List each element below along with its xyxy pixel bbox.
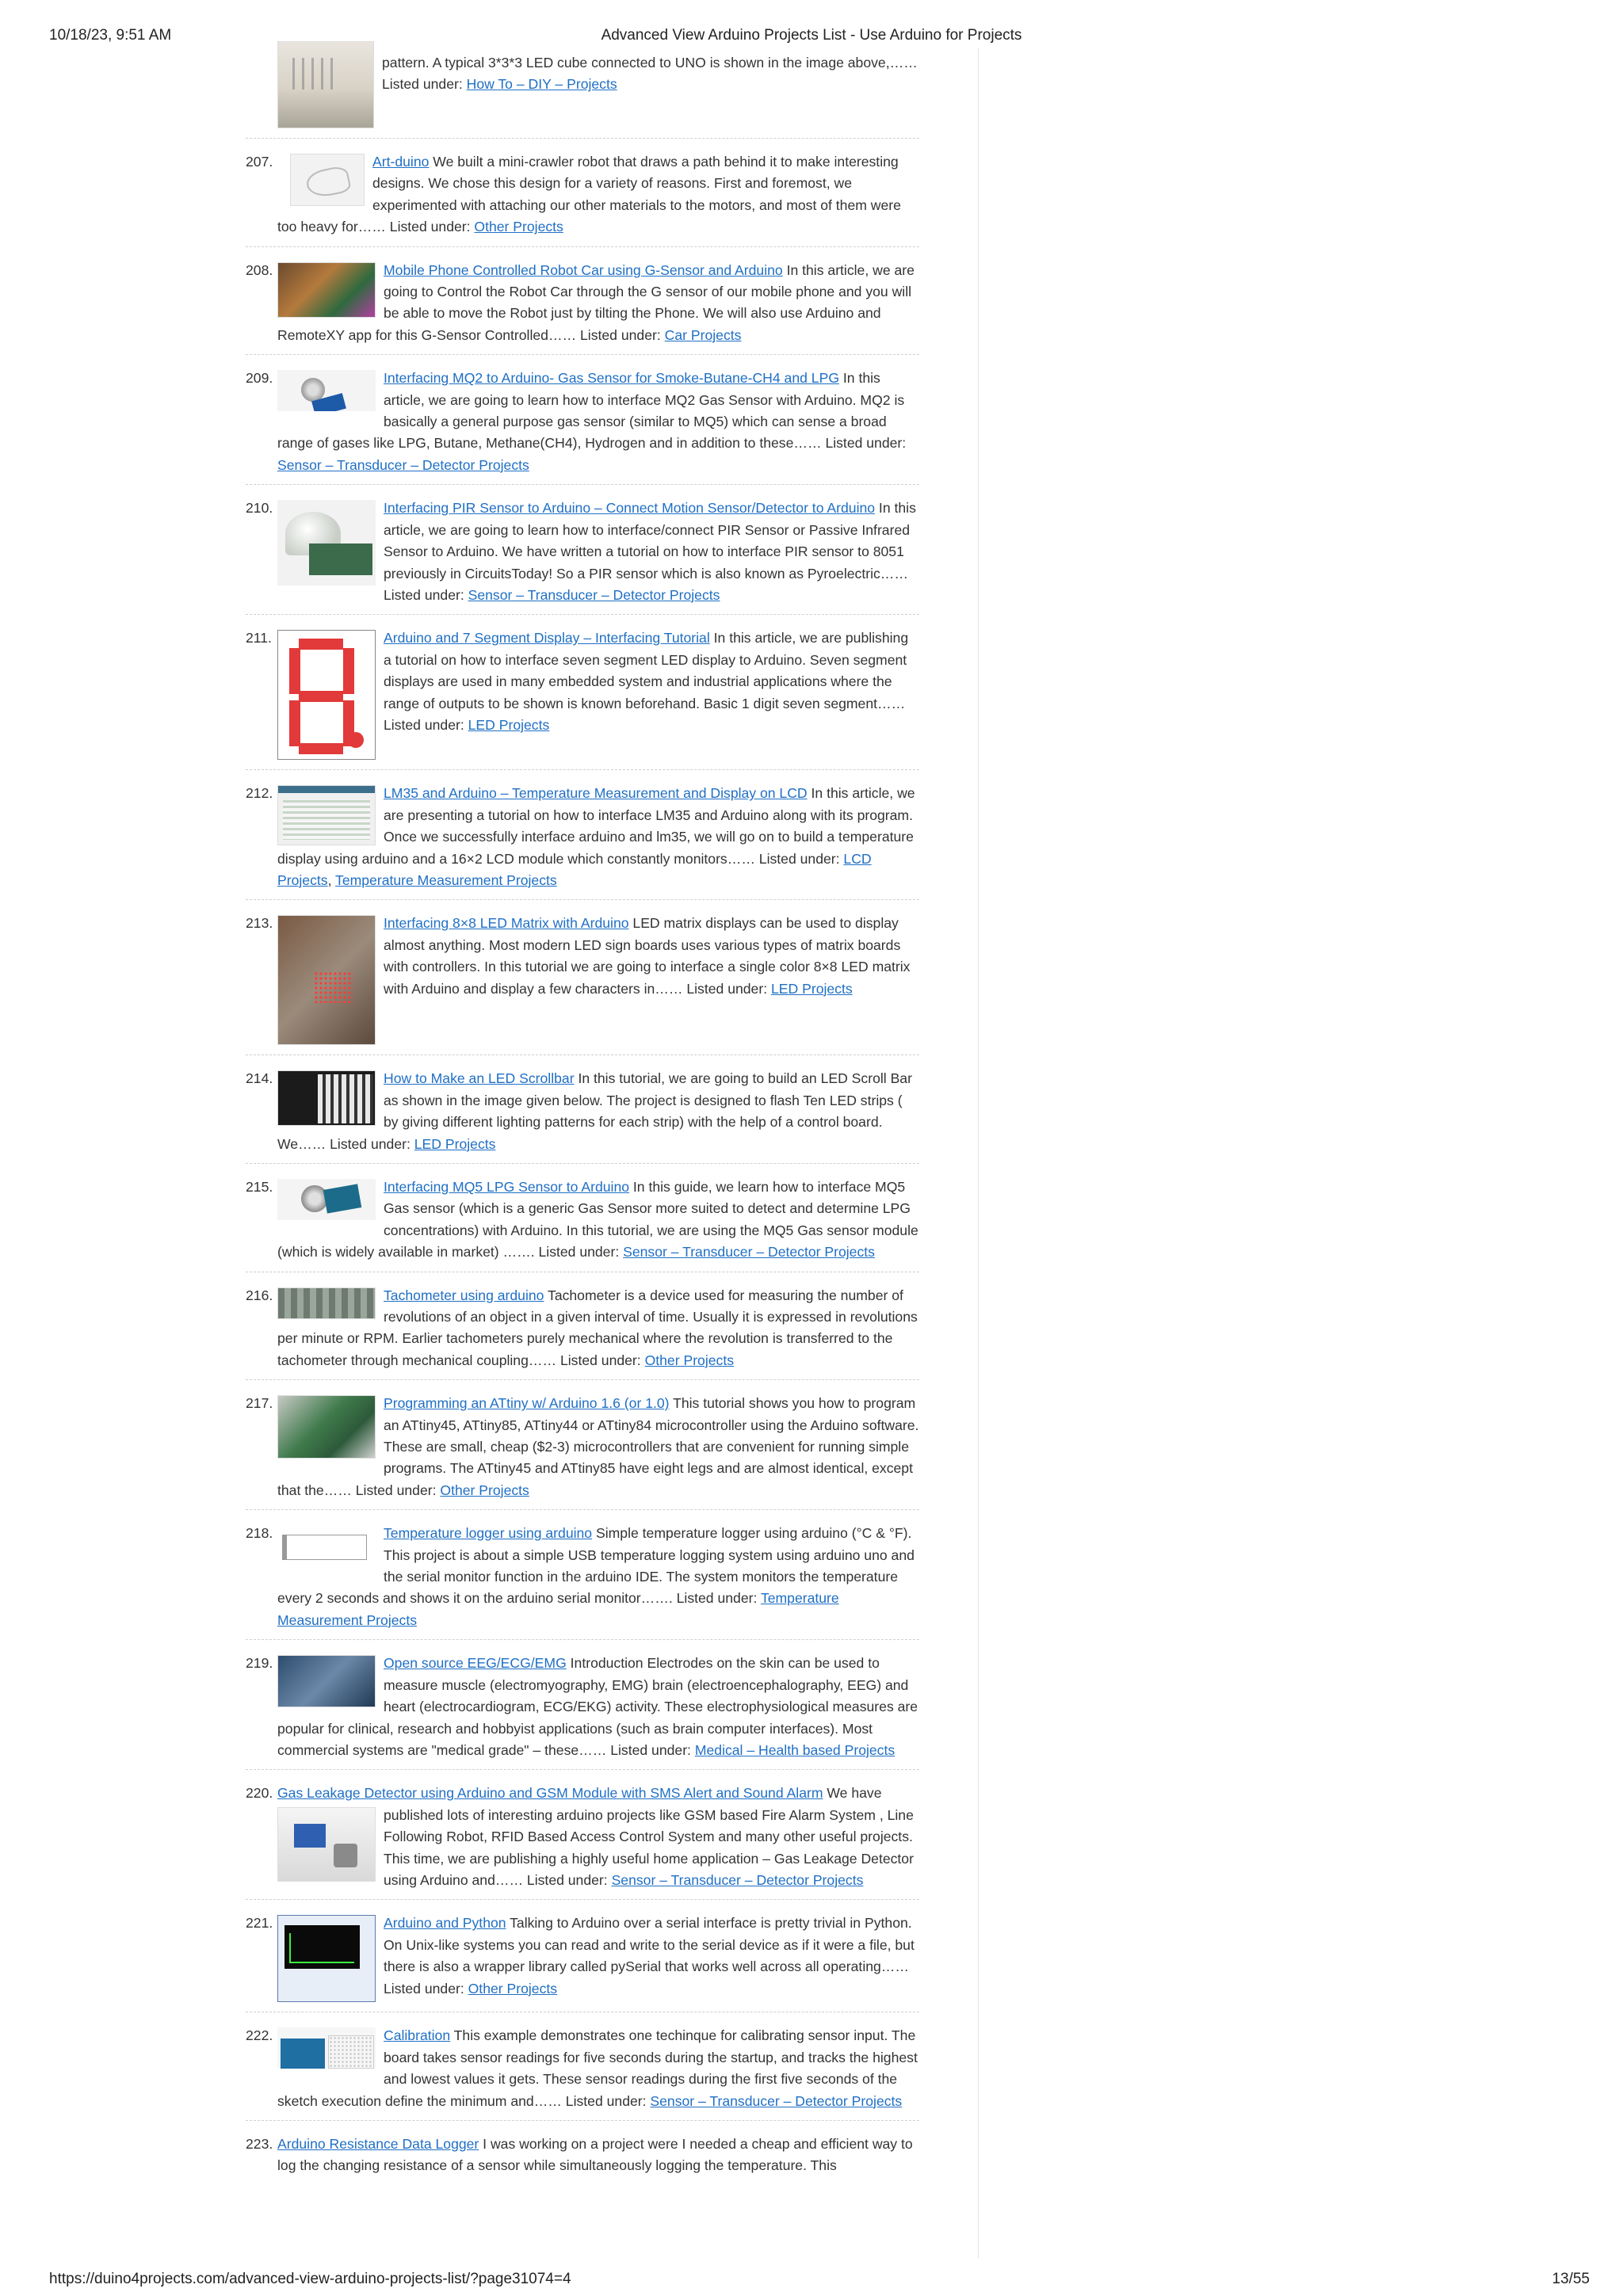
- list-item: [246, 783, 919, 900]
- entry-desc: Talking to Arduino over a serial interface is pretty trivial in Python. On Unix-like systems you can read and write to the serial device as if it were a file, but there is also a wrapper library called pySerial that works well across all operating…… Listed under:: [384, 1915, 915, 1997]
- category-link[interactable]: Car Projects: [664, 326, 742, 343]
- category-link-secondary[interactable]: Temperature Measurement Projects: [335, 871, 557, 888]
- list-item: [246, 1177, 919, 1272]
- entry-number: 216.: [246, 1287, 273, 1303]
- category-link[interactable]: Sensor – Transducer – Detector Projects: [650, 2092, 903, 2109]
- category-link[interactable]: Sensor – Transducer – Detector Projects: [623, 1244, 875, 1261]
- thumbnail-arduino-python: [277, 1915, 376, 2002]
- entry-desc: In this article, we are going to Control the Robot Car through the G sensor of our mobile phone and you will be able to move the Robot just by tilting the Phone. We will also use Arduino and RemoteXY app for this G-Sensor Controlled…… Listed under:: [277, 261, 915, 343]
- entry-title-link[interactable]: How to Make an LED Scrollbar: [384, 1070, 575, 1087]
- list-item: [246, 1285, 919, 1381]
- entry-desc: In this article, we are going to learn how to interface/connect PIR Sensor or Passive Infrared Sensor to Arduino. We have written a tutorial on how to interface PIR sensor to 8051 previously in CircuitsToday! So a PIR sensor which is also known as Pyroelectric…… Listed under:: [384, 500, 916, 603]
- entry-title-link[interactable]: Arduino Resistance Data Logger: [277, 2135, 479, 2152]
- category-link[interactable]: Temperature Measurement Projects: [277, 1590, 839, 1628]
- entry-desc: Tachometer is a device used for measuring the number of revolutions of an object in a given interval of time. Usually it is expressed in revolutions per minute or RPM. Earlier tachometers purely mechanical where the revolution is transferred to the tachometer through mechanical coupling…… Listed under:: [277, 1287, 918, 1368]
- entry-desc: Introduction Electrodes on the skin can be used to measure muscle (electromyography, EMG) brain (electroencephalography, EEG) and heart (electrocardiogram, ECG/EKG) activity. These electrophysiological measures are popular for clinical, research and hobbyist applications (such as brain computer interfaces). Most commercial systems are "medical grade" – these…… Listed under:: [277, 1655, 918, 1758]
- print-page-title: Advanced View Arduino Projects List - Use Arduino for Projects: [601, 27, 1022, 44]
- print-url: https://duino4projects.com/advanced-view-arduino-projects-list/?page31074=4: [49, 2271, 571, 2287]
- category-link[interactable]: Medical – Health based Projects: [694, 1741, 896, 1758]
- category-link[interactable]: How To – DIY – Projects: [466, 76, 617, 93]
- entry-desc: In this article, we are going to learn how to interface MQ2 Gas Sensor with Arduino. MQ2 is basically a general purpose gas sensor (similar to MQ5) which can sense a broad range of gases like LPG, Butane, Methane(CH4), Hydrogen and in addition to these…… Listed under:: [277, 370, 907, 452]
- entry-desc: In this article, we are publishing a tutorial on how to interface seven segment LED display to Arduino. Seven segment displays are used in many embedded system and industrial applications where the range of outputs to be shown is known beforehand. Basic 1 digit seven segment…… Listed under:: [384, 630, 909, 733]
- category-link[interactable]: Sensor – Transducer – Detector Projects: [277, 456, 529, 473]
- entry-number: 221.: [246, 1915, 273, 1932]
- entry-number: 219.: [246, 1655, 273, 1672]
- category-link[interactable]: LED Projects: [414, 1135, 496, 1152]
- entry-number: 212.: [246, 785, 273, 802]
- print-date: 10/18/23, 9:51 AM: [49, 27, 172, 44]
- list-item: [246, 1068, 919, 1164]
- entry-number: 213.: [246, 915, 273, 932]
- entry-number: 218.: [246, 1525, 273, 1542]
- entry-desc: We built a mini-crawler robot that draws a path behind it to make interesting designs. We chose this design for a variety of reasons. First and foremost, we experimented with attaching our other materials to the motors, and most of them were too heavy for…… Listed under:: [277, 154, 901, 235]
- list-item: [246, 1523, 919, 1640]
- list-item: [246, 1393, 919, 1510]
- projects-list: [246, 52, 919, 2198]
- category-link[interactable]: Other Projects: [468, 1980, 558, 1997]
- category-link[interactable]: Other Projects: [474, 219, 563, 235]
- thumbnail-attiny: [277, 1395, 376, 1459]
- entry-title-link[interactable]: Interfacing MQ5 LPG Sensor to Arduino: [384, 1178, 630, 1195]
- sidebar-divider: [978, 48, 979, 2258]
- entry-title-link[interactable]: Calibration: [384, 2027, 451, 2044]
- entry-number: 210.: [246, 500, 273, 517]
- list-item: [246, 1783, 919, 1900]
- list-item: [246, 913, 919, 1055]
- category-separator: ,: [327, 871, 336, 888]
- entry-title-link[interactable]: Arduino and Python: [384, 1915, 506, 1932]
- category-link[interactable]: Other Projects: [440, 1482, 529, 1498]
- list-item-top: [246, 52, 919, 139]
- thumbnail-mq2-sensor: [277, 370, 376, 411]
- entry-desc: This example demonstrates one techinque for calibrating sensor input. The board takes sensor readings for five seconds during the startup, and tracks the highest and lowest values it gets. These sensor readings during the first five seconds of the sketch execution define the minimum and…… Listed under:: [277, 2027, 918, 2109]
- entry-number: 209.: [246, 370, 273, 387]
- entry-title-link[interactable]: Mobile Phone Controlled Robot Car using G-Sensor and Arduino: [384, 261, 783, 278]
- list-item: [246, 2134, 919, 2185]
- list-item: [246, 1913, 919, 2012]
- thumbnail-robot-car: [277, 262, 376, 318]
- print-page-number: 13/55: [1552, 2271, 1590, 2287]
- entry-number: 214.: [246, 1070, 273, 1087]
- thumbnail-eeg: [277, 1655, 376, 1707]
- entry-title-link[interactable]: LM35 and Arduino – Temperature Measurement and Display on LCD: [384, 785, 808, 802]
- entry-number: 215.: [246, 1178, 273, 1195]
- entry-title-link[interactable]: Interfacing PIR Sensor to Arduino – Connect Motion Sensor/Detector to Arduino: [384, 500, 876, 517]
- list-item: [246, 368, 919, 485]
- list-item: [246, 1653, 919, 1770]
- entry-number: 207.: [246, 154, 273, 170]
- thumbnail-led-matrix: [277, 915, 376, 1045]
- thumbnail-art-duino: [290, 154, 365, 206]
- list-item: [246, 2025, 919, 2121]
- category-link[interactable]: Other Projects: [644, 1352, 735, 1368]
- entry-desc: In this article, we are presenting a tutorial on how to interface LM35 and Arduino along with its program. Once we successfully interface arduino and lm35, we will go on to build a temperature display using arduino and a 16×2 LCD module which constantly monitors…… Listed under:: [277, 785, 915, 867]
- entry-title-link[interactable]: Arduino and 7 Segment Display – Interfacing Tutorial: [384, 630, 710, 646]
- thumbnail-lm35-lcd: [277, 785, 376, 845]
- category-link[interactable]: LCD Projects: [277, 850, 872, 888]
- list-item: [246, 498, 919, 615]
- category-link[interactable]: Sensor – Transducer – Detector Projects: [611, 1871, 864, 1888]
- thumbnail-tachometer: [277, 1287, 376, 1319]
- entry-desc: In this guide, we learn how to interface MQ5 Gas sensor (which is a generic Gas Sensor more suited to detect and determine LPG concentrations) with Arduino. In this tutorial, we are using the MQ5 Gas sensor module (which is widely available in market) ……. Listed under:: [277, 1178, 918, 1261]
- category-link[interactable]: LED Projects: [468, 716, 550, 733]
- entry-title-link[interactable]: Gas Leakage Detector using Arduino and GSM Module with SMS Alert and Sound Alarm: [277, 1785, 823, 1802]
- entry-desc: We have published lots of interesting arduino projects like GSM based Fire Alarm System , Line Following Robot, RFID Based Access Control System and many other useful projects. This time, we are publishing a highly useful home application – Gas Leakage Detector using Arduino and…… Listed under:: [384, 1785, 914, 1888]
- thumbnail-led-cube: [277, 41, 374, 128]
- thumbnail-seven-segment: [277, 630, 376, 760]
- entry-title-link[interactable]: Tachometer using arduino: [384, 1287, 544, 1303]
- category-link[interactable]: LED Projects: [770, 980, 853, 997]
- thumbnail-mq5-sensor: [277, 1179, 376, 1220]
- thumbnail-temperature-logger: [277, 1525, 376, 1568]
- entry-title-link[interactable]: Interfacing 8×8 LED Matrix with Arduino: [384, 915, 629, 932]
- entry-number: 220.: [246, 1785, 273, 1802]
- thumbnail-calibration: [277, 2027, 376, 2069]
- thumbnail-gas-detector: [277, 1807, 376, 1882]
- entry-desc: In this tutorial, we are going to build an LED Scroll Bar as shown in the image given below. The project is designed to flash Ten LED strips ( by giving different lighting patterns for each strip) with the help of a control board. We…… Listed under:: [277, 1070, 912, 1152]
- entry-number: 217.: [246, 1395, 273, 1412]
- thumbnail-pir-sensor: [277, 500, 376, 585]
- list-item: [246, 151, 919, 247]
- entry-title-link[interactable]: Temperature logger using arduino: [384, 1525, 593, 1542]
- entry-title-link[interactable]: Art-duino: [372, 154, 430, 170]
- entry-desc: LED matrix displays can be used to display almost anything. Most modern LED sign boards uses various types of matrix boards with controllers. In this tutorial we are going to interface a single color 8×8 LED matrix with Arduino and display a few characters in…… Listed under:: [384, 915, 911, 997]
- list-item: [246, 260, 919, 356]
- list-item: [246, 627, 919, 770]
- category-link[interactable]: Sensor – Transducer – Detector Projects: [468, 586, 720, 603]
- entry-title-link[interactable]: Open source EEG/ECG/EMG: [384, 1655, 567, 1672]
- entry-number: 211.: [246, 630, 272, 646]
- entry-number: 223.: [246, 2135, 273, 2152]
- entry-text: pattern. A typical 3*3*3 LED cube connected to UNO is shown in the image above,…… Listed under: How To – DIY – Projects: [382, 55, 918, 93]
- entry-desc: Simple temperature logger using arduino (°C & °F). This project is about a simple USB temperature logging system using arduino uno and the serial monitor function in the arduino IDE. The system monitors the temperature every 2 seconds and shows it on the arduino serial monitor……. Listed under:: [277, 1525, 915, 1607]
- entry-number: 222.: [246, 2027, 273, 2044]
- entry-title-link[interactable]: Programming an ATtiny w/ Arduino 1.6 (or 1.0): [384, 1395, 670, 1412]
- entry-desc: I was working on a project were I needed a cheap and efficient way to log the changing resistance of a sensor while simultaneously logging the temperature. This: [277, 2135, 913, 2174]
- entry-desc: This tutorial shows you how to program an ATtiny45, ATtiny85, ATtiny44 or ATtiny84 microcontroller using the Arduino software. These are small, cheap ($2-3) microcontrollers that are convenient for running simple programs. The ATtiny45 and ATtiny85 have eight legs and are almost identical, except that the…… Listed under:: [277, 1395, 919, 1498]
- entry-title-link[interactable]: Interfacing MQ2 to Arduino- Gas Sensor for Smoke-Butane-CH4 and LPG: [384, 370, 840, 387]
- entry-number: 208.: [246, 261, 273, 278]
- thumbnail-led-scrollbar: [277, 1070, 376, 1126]
